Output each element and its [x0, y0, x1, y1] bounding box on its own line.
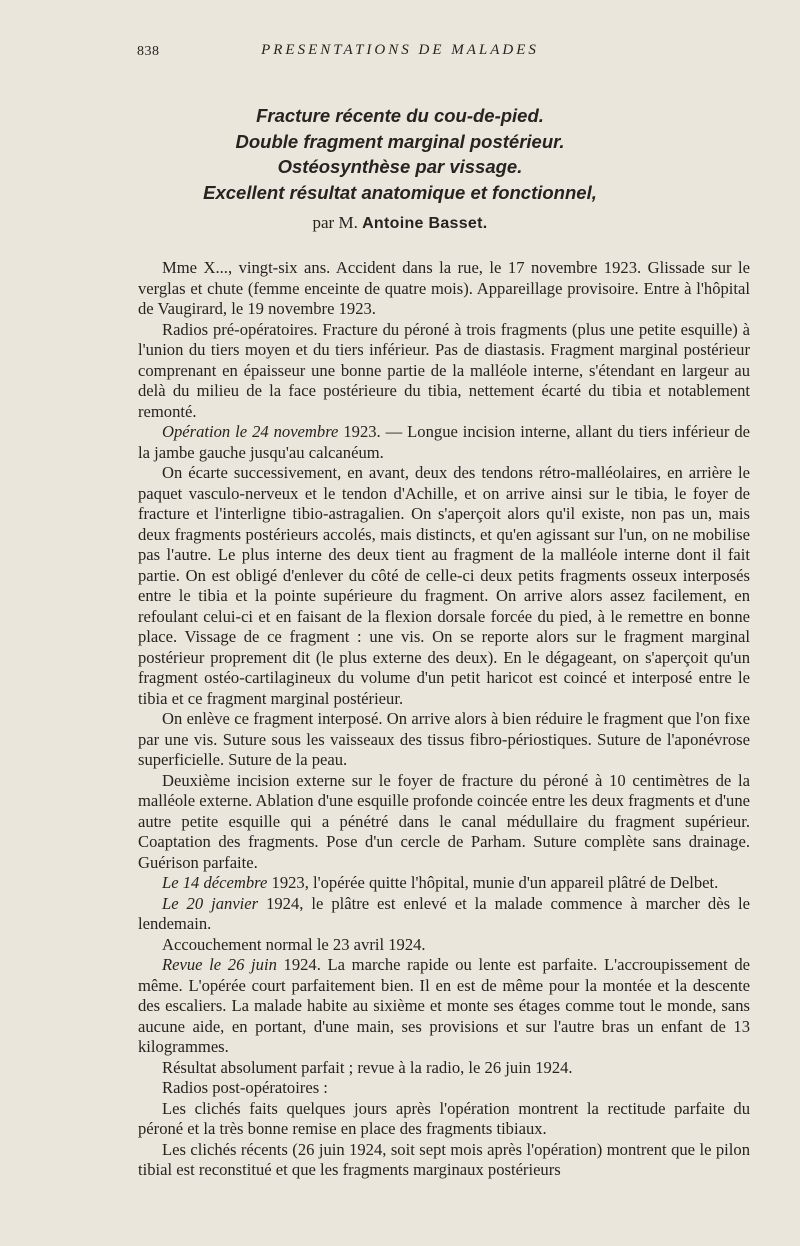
paragraph: Revue le 26 juin 1924. La marche rapide ou lente est parfaite. L'accroupissement de même. L'opérée court parfaitement bien. Il en est de même pour la montée et la descente des escaliers. La malade habite au sixième et monte ses étages comme tout le monde, sans aucune aide, en portant, d'une main, ses provisions et sur l'autre bras un enfant de 13 kilogrammes. [138, 955, 750, 1056]
paragraph: Radios pré-opératoires. Fracture du péroné à trois fragments (plus une petite esquille) à l'union du tiers moyen et du tiers inférieur. Pas de diastasis. Fragment marginal postérieur comprenant en épaisseur une bonne partie de la malléole interne, s'étendant en largeur au delà du milieu de la face postérieure du tibia, nettement écarté du tibia et notablement remonté. [138, 319, 750, 421]
italic-lead: Le 14 décembre [162, 873, 268, 892]
author-prefix: par M. [312, 213, 358, 232]
article-title [120, 103, 680, 205]
paragraph: Mme X..., vingt-six ans. Accident dans la rue, le 17 novembre 1923. Glissade sur le verglas et chute (femme enceinte de quatre mois). Appareillage provisoire. Entre à l'hôpital de Vaugirard, le 19 novembre 1923. [138, 258, 750, 318]
paragraph: Accouchement normal le 23 avril 1924. [162, 934, 426, 954]
paragraph: Radios post-opératoires : [162, 1078, 328, 1097]
running-title: PRESENTATIONS DE MALADES [261, 42, 539, 58]
paragraph: Les clichés faits quelques jours après l'opération montrent la rectitude parfaite du péroné et la très bonne remise en place des fragments tibiaux. [138, 1098, 750, 1138]
paragraph: Deuxième incision externe sur le foyer de fracture du péroné à 10 centimètres de la malléole externe. Ablation d'une esquille profonde coincée entre les deux fragments et d'une autre petite esquille qui a pénétré dans le canal médullaire du fragment supérieur. Coaptation des fragments. Pose d'un cercle de Parham. Suture complète sans drainage. Guérison parfaite. [138, 770, 750, 872]
paragraph: Résultat absolument parfait ; revue à la radio, le 26 juin 1924. [162, 1057, 573, 1077]
author-line [0, 213, 800, 233]
paragraph: Le 14 décembre 1923, l'opérée quitte l'hôpital, munie d'un appareil plâtré de Delbet. [162, 873, 719, 892]
page-number: 838 [137, 44, 160, 59]
article-body [138, 258, 750, 1181]
title-line: Double fragment marginal postérieur. [235, 130, 565, 152]
paragraph: On enlève ce fragment interposé. On arrive alors à bien réduire le fragment que l'on fixe par une vis. Suture sous les vaisseaux des tissus fibro-périostiques. Suture de l'aponévrose superficielle. Suture de la peau. [138, 709, 750, 769]
paragraph: Le 20 janvier 1924, le plâtre est enlevé et la malade commence à marcher dès le lendemain. [138, 893, 750, 933]
paragraph: Opération le 24 novembre 1923. — Longue incision interne, allant du tiers inférieur de la jambe gauche jusqu'au calcanéum. [138, 422, 751, 462]
italic-lead: Opération le 24 novembre [162, 422, 339, 441]
italic-lead: Revue le 26 juin [162, 955, 277, 974]
title-line: Excellent résultat anatomique et fonctionnel, [203, 181, 597, 203]
author-name: Antoine Basset. [362, 215, 488, 232]
paragraph: On écarte successivement, en avant, deux des tendons rétro-malléolaires, en arrière le paquet vasculo-nerveux et le tendon d'Achille, et on arrive ainsi sur le tibia, le foyer de fracture et l'interligne tibio-astragalien. On s'aperçoit alors qu'il existe, non pas un, mais deux fragments postérieurs accolés, mais distincts, et qu'en agissant sur l'un, on ne mobilise pas l'autre. Le plus interne des deux tient au fragment de la malléole interne dont il fait partie. On est obligé d'enlever du côté de celle-ci deux petits fragments osseux interposés entre le tibia et la pointe supérieure du fragment. On arrive alors assez facilement, en refoulant celui-ci et en faisant de la flexion dorsale forcée du pied, à le remettre en bonne place. Vissage de ce fragment : une vis. On se reporte alors sur le fragment marginal postérieur proprement dit (le plus externe des deux). En le dégageant, on s'aperçoit qu'un fragment ostéo-cartilagineux du volume d'un petit haricot est coincé et interposé entre le tibia et ce fragment marginal postérieur. [138, 463, 750, 708]
italic-lead: Le 20 janvier [162, 893, 259, 913]
paragraph: Les clichés récents (26 juin 1924, soit sept mois après l'opération) montrent que le pilon tibial est reconstitué et que les fragments marginaux postérieurs [138, 1139, 750, 1179]
title-line: Fracture récente du cou-de-pied. [256, 105, 544, 126]
title-line: Ostéosynthèse par vissage. [277, 156, 523, 177]
